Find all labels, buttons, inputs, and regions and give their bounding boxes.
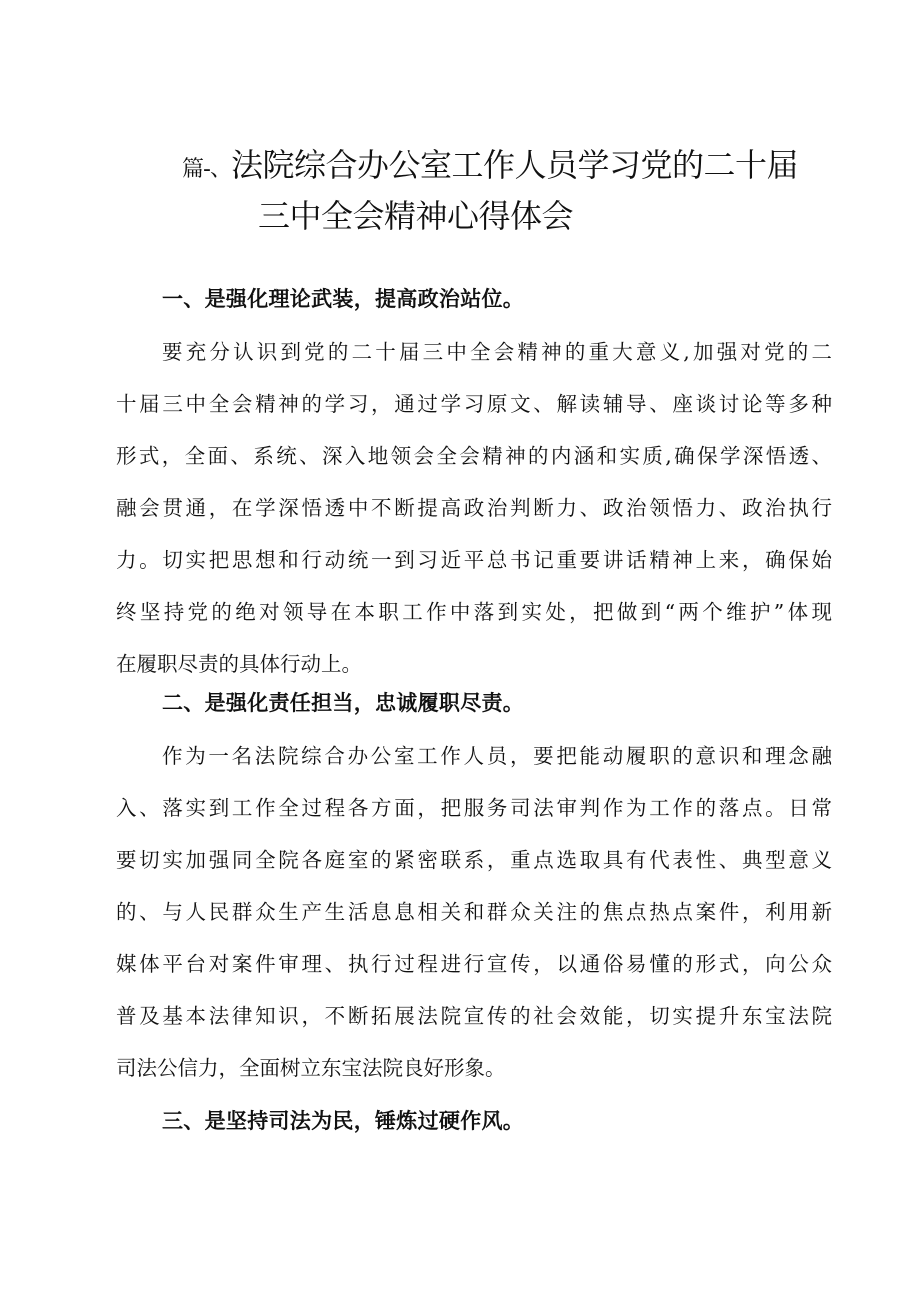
title-line-1: 法院综合办公室工作人员学习党的二十届	[230, 146, 798, 184]
paragraph-line: 力。切实把思想和行动统一到习近平总书记重要讲话精神上来，确保始	[116, 548, 832, 572]
section-paragraph-1	[116, 326, 832, 690]
paragraph-line: 媒体平台对案件审理、执行过程进行宣传，以通俗易懂的形式，向公众	[116, 952, 832, 976]
paragraph-line: 作为一名法院综合办公室工作人员，要把能动履职的意识和理念融	[162, 744, 832, 768]
section-heading-2: 二、是强化责任担当，忠诚履职尽责。	[162, 691, 525, 715]
paragraph-line: 在履职尽责的具体行动上。	[116, 652, 362, 676]
paragraph-line: 形式，全面、系统、深入地领会全会精神的内涵和实质,确保学深悟透、	[116, 444, 832, 468]
paragraph-line: 司法公信力，全面树立东宝法院良好形象。	[116, 1056, 506, 1080]
paragraph-line: 终坚持党的绝对领导在本职工作中落到实处，把做到“两个维护”体现	[116, 600, 832, 624]
section-paragraph-2	[116, 730, 832, 1094]
paragraph-line: 普及基本法律知识，不断拓展法院宣传的社会效能，切实提升东宝法院	[116, 1004, 832, 1028]
paragraph-line: 融会贯通，在学深悟透中不断提高政治判断力、政治领悟力、政治执行	[116, 496, 832, 520]
title-prefix: 篇-、	[182, 157, 231, 182]
paragraph-line: 要切实加强同全院各庭室的紧密联系，重点选取具有代表性、典型意义	[116, 848, 832, 872]
paragraph-line: 入、落实到工作全过程各方面，把服务司法审判作为工作的落点。日常	[116, 796, 832, 820]
title-line-2: 三中全会精神心得体会	[258, 197, 574, 235]
document-title	[182, 142, 882, 239]
section-heading-1: 一、是强化理论武装，提高政治站位。	[162, 287, 525, 311]
section-heading-3: 三、是坚持司法为民，锤炼过硬作风。	[162, 1109, 525, 1133]
paragraph-line: 的、与人民群众生产生活息息相关和群众关注的焦点热点案件，利用新	[116, 900, 832, 924]
paragraph-line: 十届三中全会精神的学习，通过学习原文、解读辅导、座谈讨论等多种	[116, 392, 832, 416]
paragraph-line: 要充分认识到党的二十届三中全会精神的重大意义,加强对党的二	[162, 340, 832, 364]
